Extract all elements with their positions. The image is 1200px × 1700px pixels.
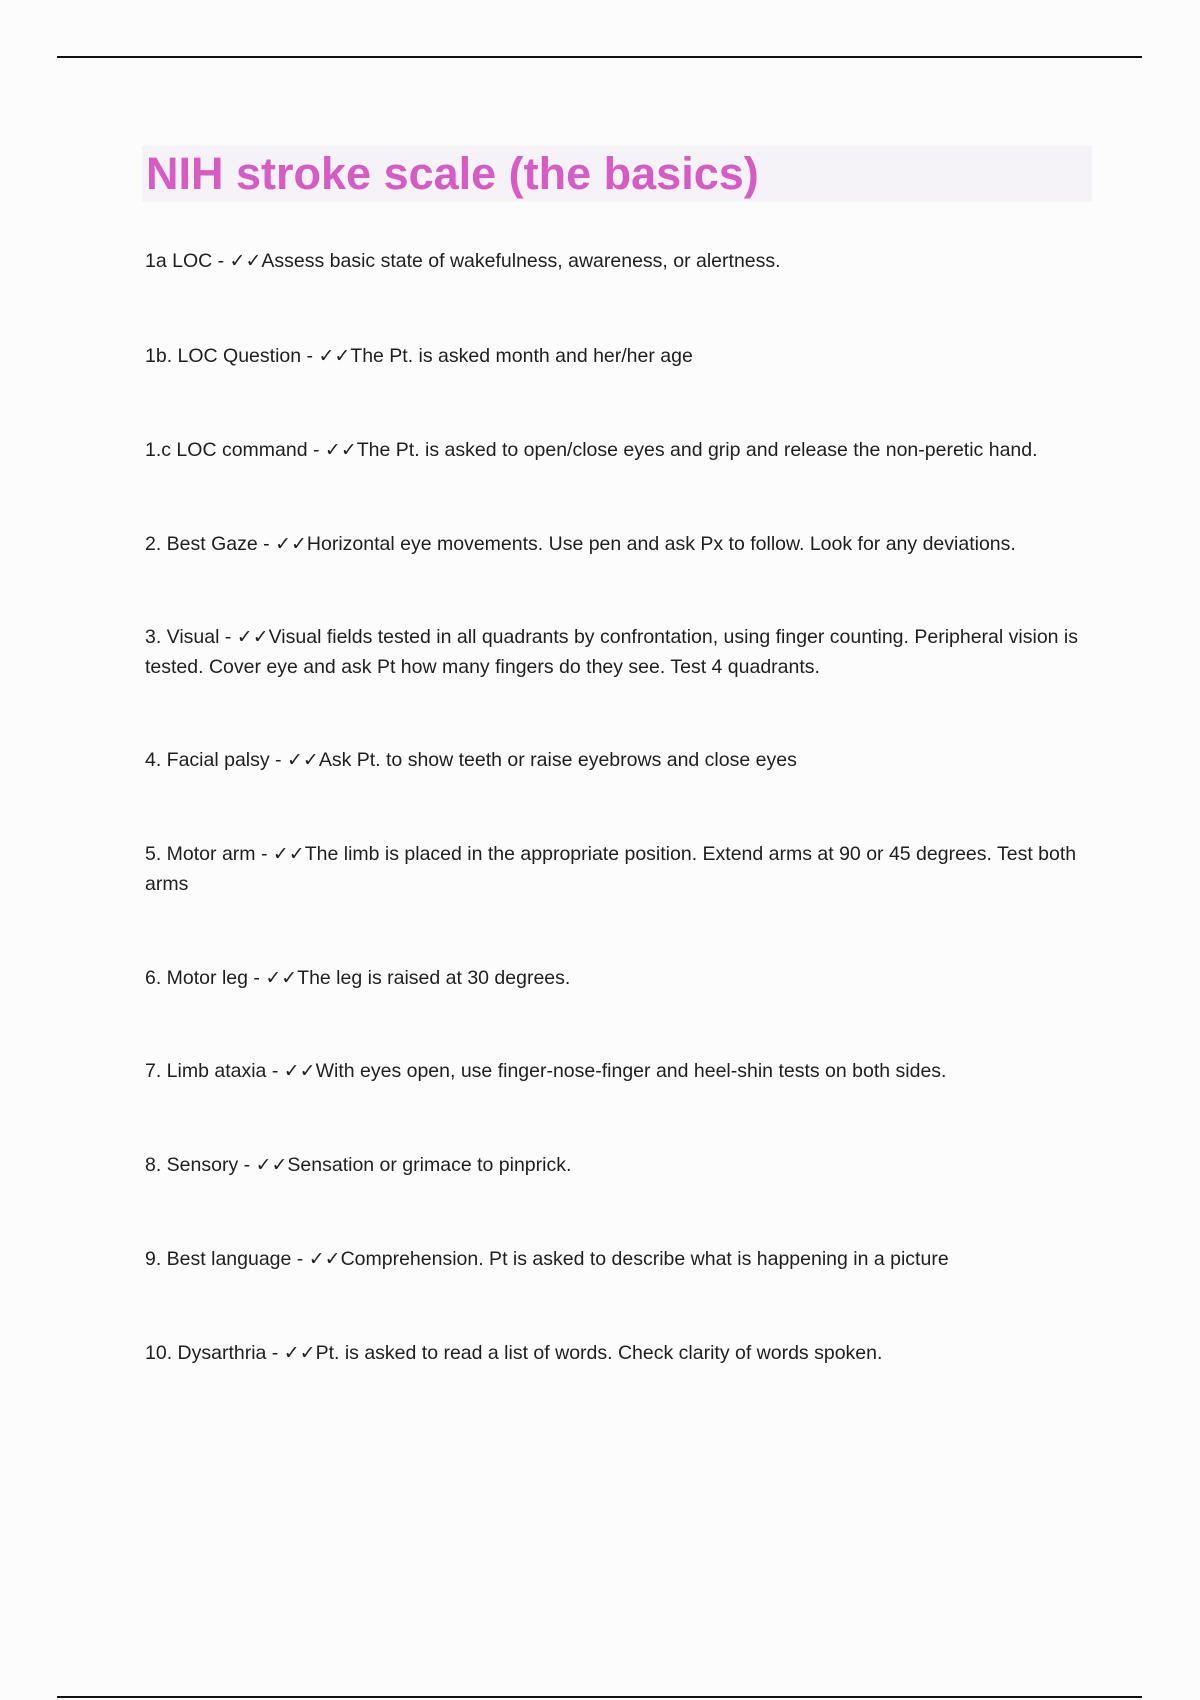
list-item: 4. Facial palsy - ✓✓Ask Pt. to show teeth or raise eyebrows and close eyes: [145, 749, 797, 771]
top-rule: [57, 56, 1142, 58]
double-check-icon: ✓✓: [283, 1342, 316, 1364]
list-item: 1a LOC - ✓✓Assess basic state of wakefulness, awareness, or alertness.: [145, 250, 781, 272]
list-item: 1b. LOC Question - ✓✓The Pt. is asked month and her/her age: [145, 345, 693, 367]
double-check-icon: ✓✓: [265, 967, 298, 989]
list-item: 1.c LOC command - ✓✓The Pt. is asked to open/close eyes and grip and release the non-peretic hand.: [145, 439, 1038, 461]
double-check-icon: ✓✓: [272, 843, 305, 865]
list-item: 8. Sensory - ✓✓Sensation or grimace to pinprick.: [145, 1154, 572, 1176]
double-check-icon: ✓✓: [324, 439, 357, 461]
double-check-icon: ✓✓: [275, 533, 307, 555]
double-check-icon: ✓✓: [255, 1154, 288, 1176]
double-check-icon: ✓✓: [283, 1060, 316, 1082]
list-item: 10. Dysarthria - ✓✓Pt. is asked to read a list of words. Check clarity of words spoken.: [145, 1342, 883, 1364]
list-item: 5. Motor arm - ✓✓The limb is placed in the appropriate position. Extend arms at 90 or 45 degrees. Test both arms: [145, 843, 1077, 895]
page-title: NIH stroke scale (the basics): [146, 148, 759, 199]
double-check-icon: ✓✓: [236, 626, 269, 648]
list-item: 3. Visual - ✓✓Visual fields tested in all quadrants by confrontation, using finger counting. Peripheral vision is tested. Cover eye and ask Pt how many fingers do they see. Test 4 quadrants.: [145, 626, 1079, 678]
list-item: 2. Best Gaze - ✓✓Horizontal eye movements. Use pen and ask Px to follow. Look for any deviations.: [145, 533, 1016, 555]
bottom-rule: [57, 1696, 1142, 1698]
list-item: 9. Best language - ✓✓Comprehension. Pt is asked to describe what is happening in a picture: [145, 1248, 949, 1270]
double-check-icon: ✓✓: [308, 1248, 341, 1270]
double-check-icon: ✓✓: [318, 345, 351, 367]
double-check-icon: ✓✓: [286, 749, 319, 771]
list-item: 6. Motor leg - ✓✓The leg is raised at 30 degrees.: [145, 967, 571, 989]
double-check-icon: ✓✓: [229, 250, 262, 272]
list-item: 7. Limb ataxia - ✓✓With eyes open, use finger-nose-finger and heel-shin tests on both sides.: [145, 1060, 947, 1082]
